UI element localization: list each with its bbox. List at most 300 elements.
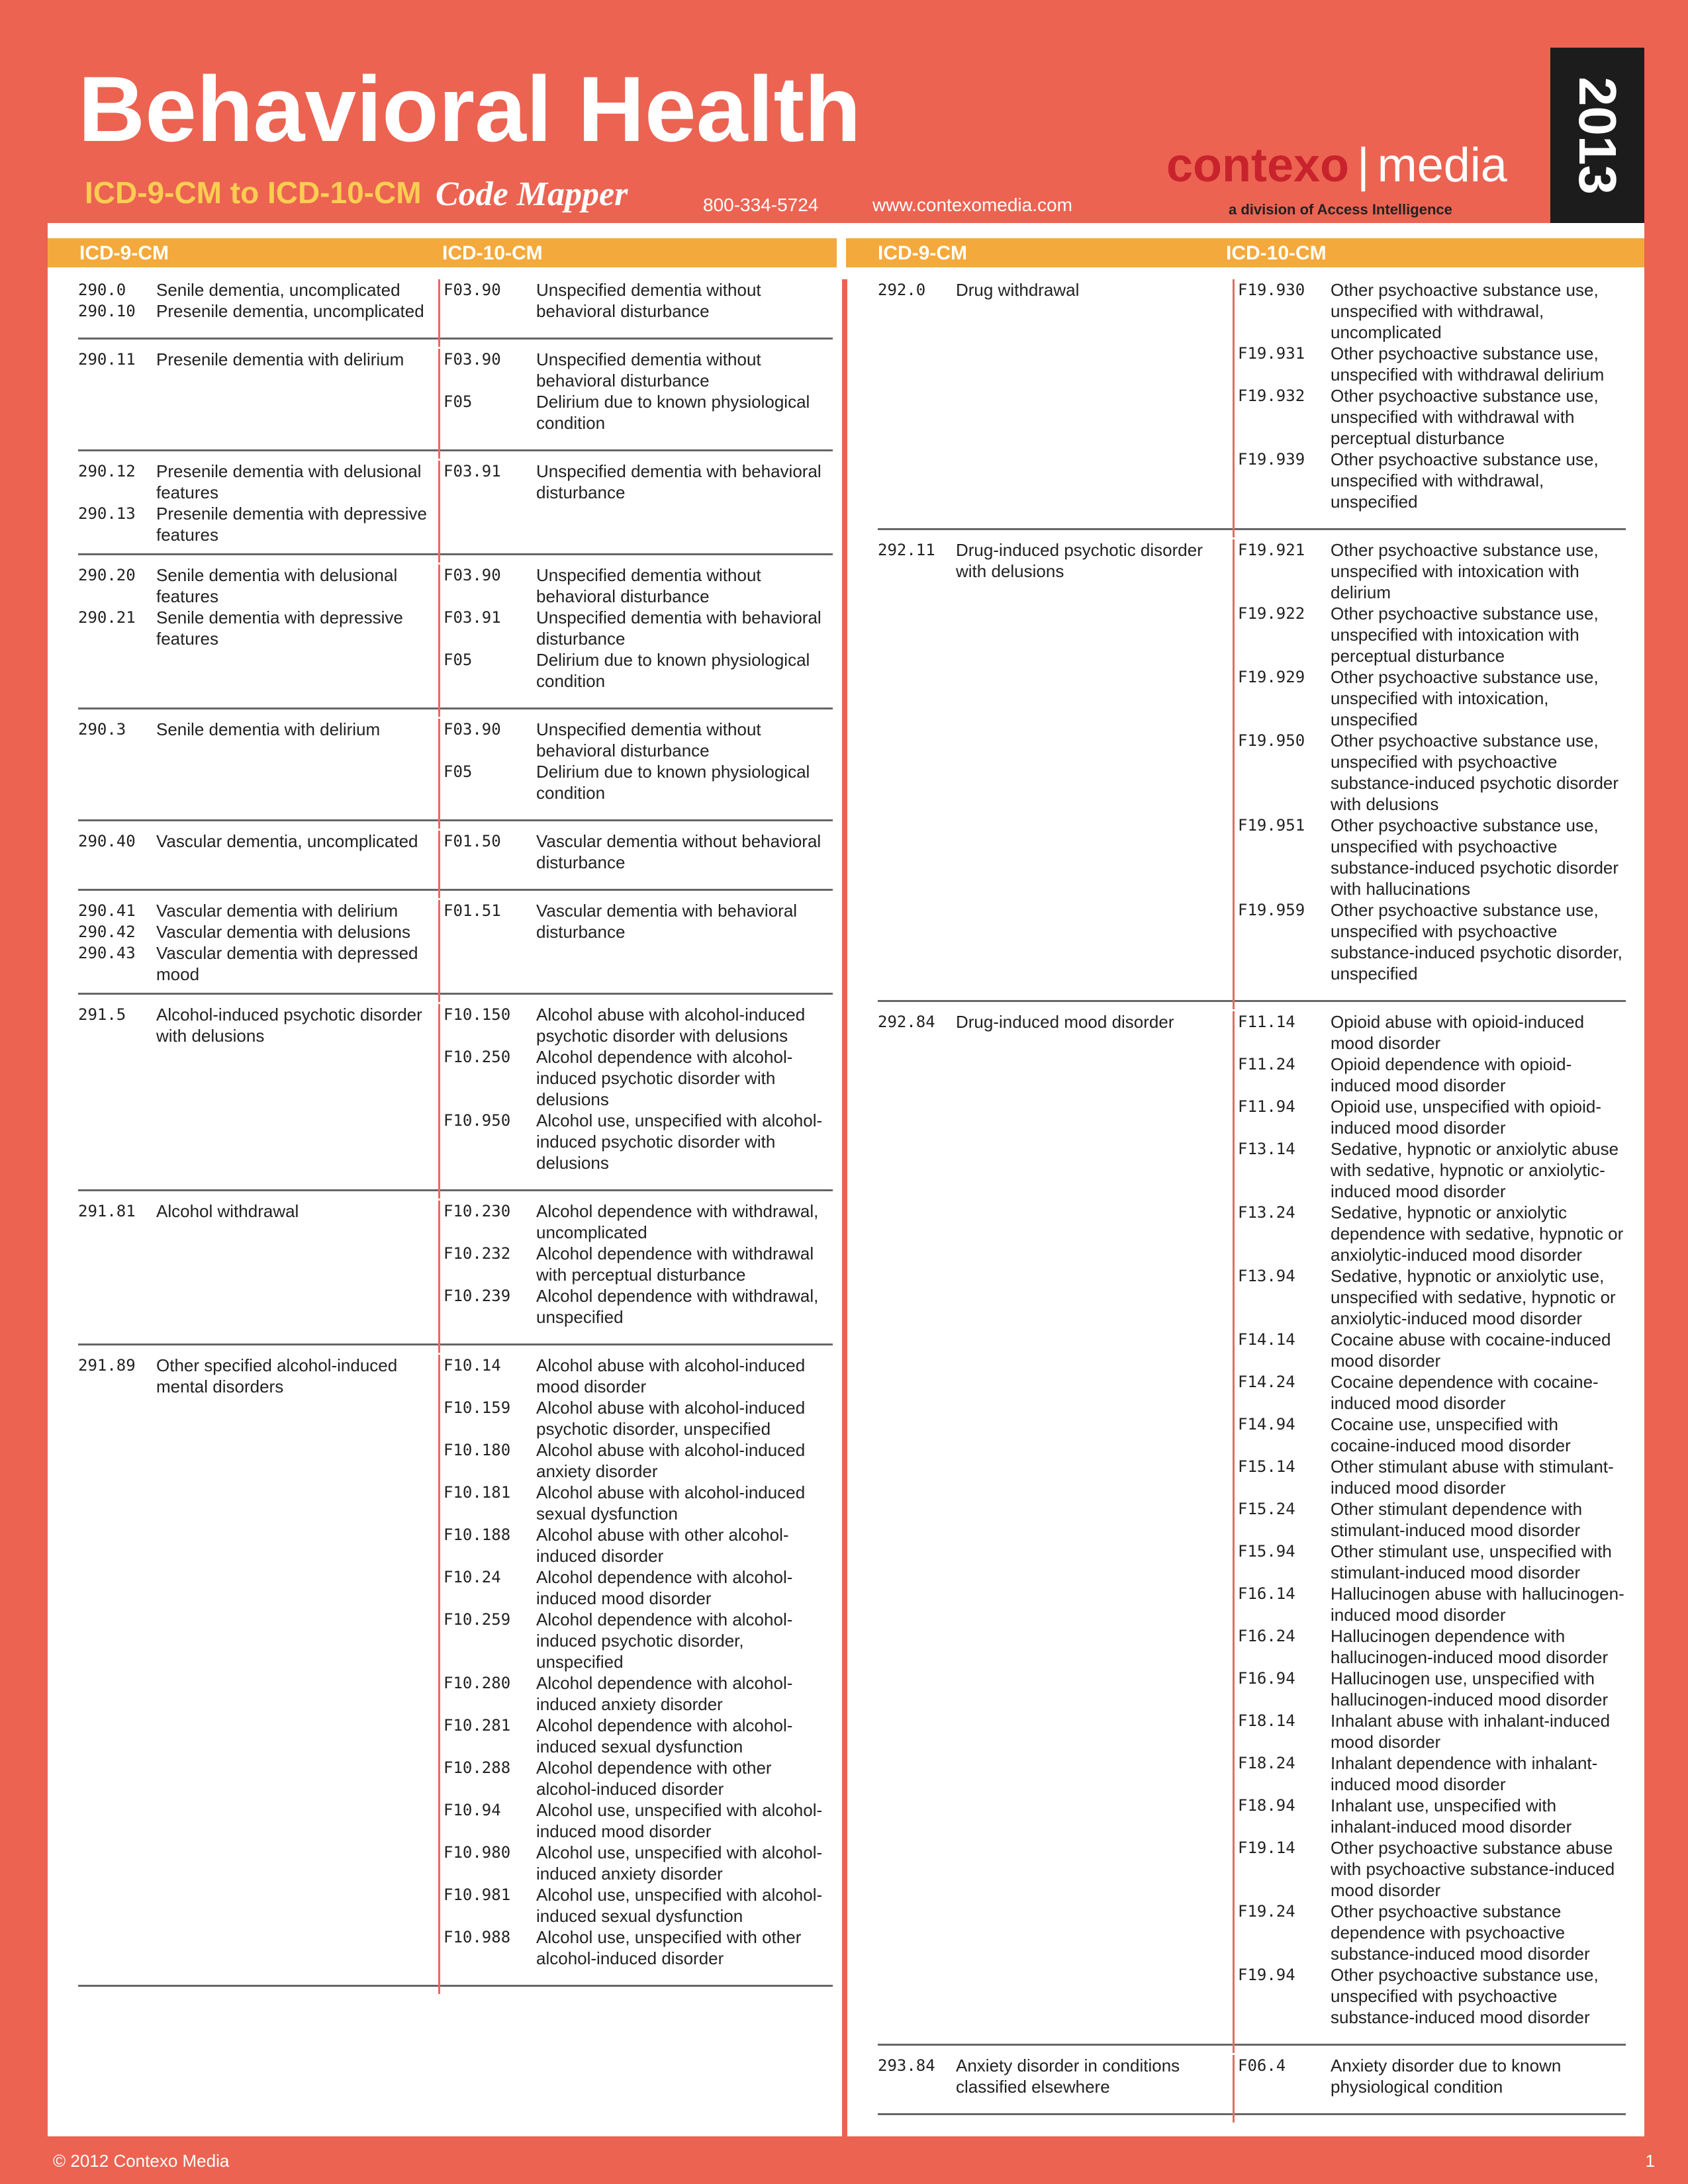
- mapping-group: [78, 831, 833, 891]
- icd10-separator: [1233, 539, 1235, 1009]
- icd10-entry: [1238, 1414, 1626, 1456]
- icd10-entry: [1238, 1541, 1626, 1583]
- icd9-description: Vascular dementia with delirium: [156, 901, 399, 921]
- icd10-description: Vascular dementia without behavioral disturbance: [536, 831, 821, 872]
- icd9-cell: [78, 349, 436, 449]
- icd9-entry: [78, 1355, 436, 1397]
- icd10-description: Other psychoactive substance abuse with psychoactive substance-induced mood disorder: [1331, 1838, 1615, 1900]
- icd10-cell: [444, 719, 833, 811]
- icd10-code: F03.91: [444, 608, 501, 627]
- icd10-description: Alcohol abuse with alcohol-induced psychotic disorder, unspecified: [536, 1398, 806, 1439]
- icd9-cell: [878, 279, 1229, 528]
- icd10-description: Alcohol dependence with withdrawal, unspecified: [536, 1286, 819, 1327]
- icd9-entry: [878, 539, 1229, 582]
- icd10-code: F19.921: [1238, 541, 1305, 559]
- icd10-description: Delirium due to known physiological condition: [536, 392, 810, 433]
- icd10-cell: [444, 1201, 833, 1336]
- icd10-description: Other psychoactive substance use, unspecified with intoxication with delirium: [1331, 540, 1599, 602]
- icd10-description: Unspecified dementia with behavioral disturbance: [536, 461, 821, 502]
- icd9-entry: [78, 921, 436, 942]
- icd10-code: F03.91: [444, 462, 501, 480]
- icd10-code: F10.280: [444, 1674, 511, 1692]
- icd10-description: Alcohol dependence with alcohol-induced anxiety disorder: [536, 1673, 793, 1714]
- icd10-entry: [444, 1884, 833, 1927]
- icd10-separator: [438, 831, 440, 898]
- icd9-code: 290.42: [78, 923, 136, 941]
- icd10-code: F19.930: [1238, 281, 1305, 299]
- icd10-entry: [1238, 730, 1626, 815]
- icd10-entry: [444, 1609, 833, 1672]
- icd9-description: Vascular dementia with delusions: [156, 922, 410, 942]
- icd10-cell: [444, 279, 833, 330]
- icd9-code: 290.21: [78, 608, 136, 627]
- icd9-description: Presenile dementia with delusional features: [156, 461, 422, 502]
- icd10-code: F11.14: [1238, 1013, 1295, 1031]
- mapping-group: [78, 279, 833, 340]
- icd10-description: Alcohol dependence with alcohol-induced sexual dysfunction: [536, 1715, 793, 1756]
- icd10-entry: [444, 1524, 833, 1567]
- icd10-description: Other stimulant abuse with stimulant-induced mood disorder: [1331, 1457, 1614, 1498]
- icd10-separator: [438, 1355, 440, 1994]
- subtitle: ICD-9-CM to ICD-10-CM: [85, 175, 422, 210]
- icd10-entry: [444, 1285, 833, 1328]
- icd10-description: Inhalant dependence with inhalant-induced mood disorder: [1331, 1753, 1598, 1794]
- icd10-code: F03.90: [444, 720, 501, 739]
- mapping-group: [78, 565, 833, 709]
- icd9-entry: [78, 719, 436, 740]
- icd10-code: F19.932: [1238, 387, 1305, 405]
- icd10-entry: [1238, 1498, 1626, 1541]
- icd10-description: Cocaine use, unspecified with cocaine-induced mood disorder: [1331, 1414, 1571, 1455]
- icd10-description: Alcohol use, unspecified with alcohol-induced sexual dysfunction: [536, 1885, 823, 1926]
- icd10-separator: [1233, 1011, 1235, 2053]
- icd10-code: F16.94: [1238, 1669, 1295, 1688]
- icd10-description: Hallucinogen abuse with hallucinogen-induced mood disorder: [1331, 1584, 1624, 1625]
- icd10-entry: [444, 391, 833, 433]
- brand-separator: |: [1357, 139, 1370, 192]
- icd10-description: Opioid abuse with opioid-induced mood disorder: [1331, 1012, 1585, 1053]
- icd9-entry: [78, 300, 436, 322]
- icd10-entry: [444, 900, 833, 942]
- icd9-description: Alcohol-induced psychotic disorder with delusions: [156, 1005, 422, 1046]
- icd9-entry: [78, 942, 436, 985]
- icd9-cell: [878, 539, 1229, 1000]
- icd10-entry: [1238, 1583, 1626, 1625]
- icd10-entry: [1238, 1202, 1626, 1265]
- icd9-description: Alcohol withdrawal: [156, 1201, 299, 1221]
- icd10-entry: [444, 1439, 833, 1482]
- icd9-description: Drug-induced mood disorder: [956, 1012, 1174, 1032]
- icd10-code: F19.14: [1238, 1839, 1295, 1857]
- icd9-cell: [78, 719, 436, 819]
- icd10-description: Hallucinogen dependence with hallucinogen-induced mood disorder: [1331, 1626, 1609, 1667]
- icd9-description: Presenile dementia with delirium: [156, 349, 404, 369]
- icd10-code: F03.90: [444, 350, 501, 369]
- icd10-code: F03.90: [444, 566, 501, 584]
- icd10-code: F18.94: [1238, 1796, 1295, 1815]
- icd10-cell: [444, 461, 833, 545]
- icd10-separator: [438, 565, 440, 717]
- icd10-description: Alcohol use, unspecified with other alcohol-induced disorder: [536, 1927, 802, 1968]
- icd10-entry: [444, 1397, 833, 1439]
- icd9-cell: [78, 831, 436, 889]
- icd10-code: F10.950: [444, 1111, 511, 1130]
- icd10-code: F11.24: [1238, 1055, 1295, 1073]
- icd10-description: Other psychoactive substance use, unspecified with withdrawal with perceptual disturbance: [1331, 386, 1599, 448]
- icd9-cell: [878, 2055, 1229, 2113]
- icd10-code: F13.24: [1238, 1203, 1295, 1222]
- icd10-description: Alcohol abuse with alcohol-induced sexual dysfunction: [536, 1482, 806, 1524]
- icd10-entry: [444, 1110, 833, 1173]
- column-icd9-label: ICD-9-CM: [878, 242, 967, 264]
- icd10-entry: [444, 1355, 833, 1397]
- mapping-group: [78, 461, 833, 555]
- icd10-cell: [444, 565, 833, 700]
- icd9-description: Vascular dementia with depressed mood: [156, 943, 418, 984]
- icd10-code: F10.980: [444, 1843, 511, 1862]
- icd10-description: Alcohol dependence with alcohol-induced mood disorder: [536, 1567, 793, 1608]
- icd10-code: F19.939: [1238, 450, 1305, 469]
- icd9-cell: [878, 1011, 1229, 2044]
- icd10-description: Delirium due to known physiological condition: [536, 650, 810, 691]
- icd10-separator: [438, 719, 440, 829]
- icd10-description: Alcohol dependence with withdrawal, uncomplicated: [536, 1201, 819, 1242]
- icd10-code: F15.94: [1238, 1542, 1295, 1561]
- icd10-entry: [444, 719, 833, 761]
- icd10-entry: [444, 349, 833, 391]
- icd9-description: Senile dementia with delusional features: [156, 565, 398, 606]
- icd10-cell: [444, 900, 833, 985]
- icd10-entry: [1238, 1668, 1626, 1710]
- icd10-description: Other psychoactive substance use, unspecified with withdrawal, uncomplicated: [1331, 280, 1599, 342]
- column-icd10-label: ICD-10-CM: [442, 242, 543, 264]
- icd10-entry: [444, 1046, 833, 1110]
- mapping-group: [78, 1355, 833, 1987]
- icd10-code: F18.24: [1238, 1754, 1295, 1772]
- icd10-entry: [1238, 1752, 1626, 1795]
- column-header-left: [48, 238, 837, 267]
- icd10-code: F10.14: [444, 1356, 501, 1375]
- mapping-group: [878, 1011, 1626, 2046]
- icd10-entry: [444, 1799, 833, 1842]
- icd10-description: Alcohol use, unspecified with alcohol-induced psychotic disorder with delusions: [536, 1111, 823, 1173]
- column-icd9-label: ICD-9-CM: [79, 242, 169, 264]
- icd10-separator: [1233, 279, 1235, 537]
- icd9-code: 292.84: [878, 1013, 935, 1031]
- icd10-description: Unspecified dementia without behavioral disturbance: [536, 719, 761, 760]
- icd10-separator: [438, 1004, 440, 1199]
- icd9-code: 290.3: [78, 720, 126, 739]
- icd10-entry: [1238, 1371, 1626, 1414]
- icd10-code: F01.51: [444, 901, 501, 920]
- icd10-cell: [444, 831, 833, 881]
- icd10-description: Alcohol abuse with other alcohol-induced disorder: [536, 1525, 789, 1566]
- icd10-cell: [444, 349, 833, 441]
- icd10-code: F10.288: [444, 1758, 511, 1777]
- icd10-description: Alcohol dependence with alcohol-induced psychotic disorder, unspecified: [536, 1610, 793, 1672]
- column-header-right: [846, 238, 1644, 267]
- icd10-code: F19.931: [1238, 344, 1305, 363]
- icd9-entry: [878, 1011, 1229, 1032]
- icd9-entry: [78, 503, 436, 545]
- icd10-code: F10.181: [444, 1483, 511, 1502]
- icd10-code: F16.14: [1238, 1584, 1295, 1603]
- icd10-entry: [1238, 1138, 1626, 1202]
- icd10-entry: [1238, 343, 1626, 385]
- icd10-entry: [1238, 385, 1626, 449]
- icd9-entry: [78, 279, 436, 300]
- icd10-code: F19.94: [1238, 1966, 1295, 1984]
- icd10-description: Other stimulant dependence with stimulant-induced mood disorder: [1331, 1499, 1583, 1540]
- icd10-code: F13.94: [1238, 1267, 1295, 1285]
- icd10-code: F10.24: [444, 1568, 501, 1586]
- icd10-description: Alcohol dependence with alcohol-induced psychotic disorder with delusions: [536, 1047, 793, 1109]
- icd9-code: 290.11: [78, 350, 136, 369]
- icd9-cell: [78, 461, 436, 553]
- icd9-description: Senile dementia, uncomplicated: [156, 280, 400, 300]
- icd10-description: Other psychoactive substance use, unspecified with psychoactive substance-induced psychotic disorder, unspecified: [1331, 900, 1622, 983]
- icd10-code: F05: [444, 651, 473, 669]
- icd10-separator: [438, 349, 440, 459]
- icd10-description: Alcohol abuse with alcohol-induced anxiety disorder: [536, 1440, 806, 1481]
- code-mapper-label: Code Mapper: [436, 175, 628, 213]
- mapping-group: [878, 2055, 1626, 2115]
- icd10-code: F10.232: [444, 1244, 511, 1263]
- icd10-description: Other psychoactive substance use, unspecified with intoxication, unspecified: [1331, 667, 1599, 729]
- icd10-entry: [1238, 2055, 1626, 2097]
- icd10-code: F13.14: [1238, 1140, 1295, 1158]
- icd10-entry: [444, 1482, 833, 1524]
- icd10-description: Other psychoactive substance use, unspecified with psychoactive substance-induced psychotic disorder with hallucinations: [1331, 815, 1619, 899]
- icd9-cell: [78, 900, 436, 993]
- brand-logo: [1166, 139, 1507, 192]
- icd10-entry: [1238, 815, 1626, 899]
- icd10-code: F10.988: [444, 1928, 511, 1946]
- icd9-code: 290.20: [78, 566, 136, 584]
- icd10-description: Anxiety disorder due to known physiological condition: [1331, 2056, 1562, 2097]
- icd9-entry: [78, 607, 436, 649]
- icd10-entry: [1238, 449, 1626, 512]
- icd9-cell: [78, 279, 436, 338]
- icd10-entry: [444, 1672, 833, 1715]
- icd9-cell: [78, 1355, 436, 1985]
- icd10-entry: [1238, 603, 1626, 666]
- icd9-description: Presenile dementia with depressive features: [156, 504, 427, 545]
- icd9-code: 290.13: [78, 504, 136, 523]
- icd10-code: F10.250: [444, 1048, 511, 1066]
- icd9-entry: [78, 565, 436, 607]
- icd10-separator: [438, 1201, 440, 1353]
- icd10-code: F18.14: [1238, 1711, 1295, 1730]
- mapping-group: [878, 279, 1626, 530]
- phone-number: 800-334-5724: [703, 195, 819, 215]
- icd10-code: F10.981: [444, 1886, 511, 1904]
- icd10-entry: [444, 1927, 833, 1969]
- year-bar: [1550, 48, 1644, 223]
- icd10-entry: [1238, 1096, 1626, 1138]
- icd9-code: 290.41: [78, 901, 136, 920]
- brand-tagline: a division of Access Intelligence: [1229, 201, 1452, 218]
- mapping-group: [78, 1201, 833, 1345]
- header-banner: [48, 48, 1550, 223]
- icd10-code: F16.24: [1238, 1627, 1295, 1645]
- icd10-description: Other psychoactive substance use, unspecified with withdrawal, unspecified: [1331, 449, 1599, 512]
- icd10-code: F14.24: [1238, 1373, 1295, 1391]
- icd9-description: Senile dementia with delirium: [156, 719, 381, 739]
- icd10-entry: [444, 1243, 833, 1285]
- icd9-description: Drug withdrawal: [956, 280, 1080, 300]
- icd10-description: Alcohol dependence with other alcohol-induced disorder: [536, 1758, 772, 1799]
- icd10-description: Cocaine abuse with cocaine-induced mood disorder: [1331, 1330, 1611, 1371]
- icd10-entry: [1238, 899, 1626, 984]
- icd9-entry: [78, 1201, 436, 1222]
- icd10-code: F03.90: [444, 281, 501, 299]
- column-icd10-label: ICD-10-CM: [1226, 242, 1327, 264]
- icd10-code: F01.50: [444, 832, 501, 850]
- icd10-entry: [444, 761, 833, 803]
- icd9-cell: [78, 1201, 436, 1343]
- icd10-description: Other psychoactive substance use, unspecified with psychoactive substance-induced psychotic disorder with delusions: [1331, 731, 1619, 814]
- page-number: 1: [1645, 2151, 1655, 2171]
- icd10-code: F15.24: [1238, 1500, 1295, 1518]
- icd10-entry: [1238, 1011, 1626, 1054]
- icd10-description: Sedative, hypnotic or anxiolytic use, unspecified with sedative, hypnotic or anxiolytic-induced mood disorder: [1331, 1266, 1616, 1328]
- icd9-entry: [78, 461, 436, 503]
- icd10-description: Other psychoactive substance use, unspecified with intoxication with perceptual disturbance: [1331, 604, 1599, 666]
- icd10-separator: [438, 461, 440, 563]
- icd9-cell: [78, 565, 436, 707]
- icd10-code: F19.950: [1238, 731, 1305, 750]
- icd10-entry: [1238, 279, 1626, 343]
- icd10-entry: [1238, 1837, 1626, 1901]
- icd10-entry: [1238, 1901, 1626, 1964]
- icd9-entry: [78, 1004, 436, 1046]
- icd10-entry: [444, 831, 833, 873]
- left-mapping-panel: [78, 279, 833, 1996]
- mapping-group: [78, 1004, 833, 1191]
- icd9-description: Senile dementia with depressive features: [156, 608, 403, 649]
- icd10-description: Unspecified dementia with behavioral disturbance: [536, 608, 821, 649]
- icd10-code: F05: [444, 392, 473, 411]
- icd9-code: 290.12: [78, 462, 136, 480]
- icd9-description: Other specified alcohol-induced mental disorders: [156, 1355, 398, 1396]
- icd10-code: F06.4: [1238, 2056, 1286, 2075]
- icd10-description: Other psychoactive substance dependence with psychoactive substance-induced mood disorder: [1331, 1901, 1590, 1964]
- icd9-entry: [78, 900, 436, 921]
- icd10-description: Sedative, hypnotic or anxiolytic abuse with sedative, hypnotic or anxiolytic-induced mood disorder: [1331, 1139, 1619, 1201]
- icd9-code: 291.89: [78, 1356, 136, 1375]
- icd9-description: Presenile dementia, uncomplicated: [156, 301, 424, 321]
- icd10-entry: [444, 1757, 833, 1799]
- page-title: Behavioral Health: [78, 57, 861, 161]
- icd10-description: Alcohol dependence with withdrawal with perceptual disturbance: [536, 1244, 814, 1285]
- icd9-description: Anxiety disorder in conditions classified elsewhere: [956, 2056, 1180, 2097]
- icd9-code: 291.5: [78, 1005, 126, 1024]
- icd10-code: F19.24: [1238, 1902, 1295, 1921]
- icd10-description: Unspecified dementia without behavioral disturbance: [536, 280, 761, 321]
- icd10-code: F10.150: [444, 1005, 511, 1024]
- icd10-entry: [444, 649, 833, 692]
- icd9-code: 292.0: [878, 281, 926, 299]
- icd10-entry: [1238, 1964, 1626, 2028]
- brand-name-contexo: contexo: [1166, 139, 1350, 192]
- icd10-code: F10.159: [444, 1398, 511, 1417]
- icd10-description: Opioid dependence with opioid-induced mood disorder: [1331, 1054, 1572, 1095]
- icd10-code: F14.94: [1238, 1415, 1295, 1433]
- icd10-entry: [1238, 1054, 1626, 1096]
- icd10-entry: [444, 461, 833, 503]
- icd10-entry: [444, 279, 833, 322]
- icd9-code: 292.11: [878, 541, 935, 559]
- right-mapping-panel: [878, 279, 1626, 2124]
- icd10-code: F10.239: [444, 1287, 511, 1305]
- icd10-description: Alcohol use, unspecified with alcohol-induced anxiety disorder: [536, 1843, 823, 1884]
- icd10-code: F10.180: [444, 1441, 511, 1459]
- website-link[interactable]: www.contexomedia.com: [872, 195, 1072, 215]
- icd10-cell: [1238, 279, 1626, 520]
- icd10-code: F15.14: [1238, 1457, 1295, 1476]
- icd9-entry: [878, 2055, 1229, 2097]
- icd10-description: Unspecified dementia without behavioral disturbance: [536, 349, 761, 390]
- icd10-code: F10.94: [444, 1801, 501, 1819]
- icd10-cell: [1238, 2055, 1626, 2105]
- icd10-description: Alcohol abuse with alcohol-induced mood disorder: [536, 1355, 806, 1396]
- icd10-entry: [1238, 539, 1626, 603]
- icd10-description: Cocaine dependence with cocaine-induced mood disorder: [1331, 1372, 1599, 1413]
- icd10-entry: [444, 1842, 833, 1884]
- icd10-code: F05: [444, 762, 473, 781]
- icd9-entry: [78, 349, 436, 370]
- icd10-separator: [438, 900, 440, 1002]
- icd10-code: F10.230: [444, 1202, 511, 1220]
- icd10-description: Inhalant abuse with inhalant-induced mood disorder: [1331, 1711, 1611, 1752]
- icd10-separator: [438, 279, 440, 347]
- icd10-entry: [1238, 1329, 1626, 1371]
- column-divider: [842, 279, 847, 2142]
- icd9-description: Drug-induced psychotic disorder with delusions: [956, 540, 1203, 581]
- icd10-entry: [444, 1201, 833, 1243]
- icd10-entry: [1238, 1456, 1626, 1498]
- icd9-description: Vascular dementia, uncomplicated: [156, 831, 418, 851]
- icd10-code: F11.94: [1238, 1097, 1295, 1116]
- icd10-description: Vascular dementia with behavioral disturbance: [536, 901, 798, 942]
- icd10-code: F10.281: [444, 1716, 511, 1735]
- icd10-description: Opioid use, unspecified with opioid-induced mood disorder: [1331, 1097, 1602, 1138]
- icd10-entry: [444, 1715, 833, 1757]
- icd10-code: F19.922: [1238, 604, 1305, 623]
- icd9-entry: [78, 831, 436, 852]
- mapping-group: [878, 539, 1626, 1002]
- icd9-entry: [878, 279, 1229, 300]
- icd10-entry: [444, 1004, 833, 1046]
- copyright-footer: © 2012 Contexo Media: [53, 2151, 230, 2171]
- icd10-code: F19.929: [1238, 668, 1305, 686]
- icd10-description: Delirium due to known physiological condition: [536, 762, 810, 803]
- icd10-cell: [444, 1355, 833, 1977]
- icd10-cell: [1238, 1011, 1626, 2036]
- icd10-description: Alcohol abuse with alcohol-induced psychotic disorder with delusions: [536, 1005, 806, 1046]
- icd9-code: 291.81: [78, 1202, 136, 1220]
- brand-name-media: media: [1377, 139, 1507, 192]
- icd10-cell: [444, 1004, 833, 1181]
- icd10-description: Unspecified dementia without behavioral disturbance: [536, 565, 761, 606]
- icd10-code: F10.188: [444, 1525, 511, 1544]
- icd9-cell: [78, 1004, 436, 1189]
- mapping-group: [78, 349, 833, 451]
- year-label: 2013: [1568, 76, 1627, 195]
- icd10-code: F14.14: [1238, 1330, 1295, 1349]
- icd10-description: Alcohol use, unspecified with alcohol-induced mood disorder: [536, 1800, 823, 1841]
